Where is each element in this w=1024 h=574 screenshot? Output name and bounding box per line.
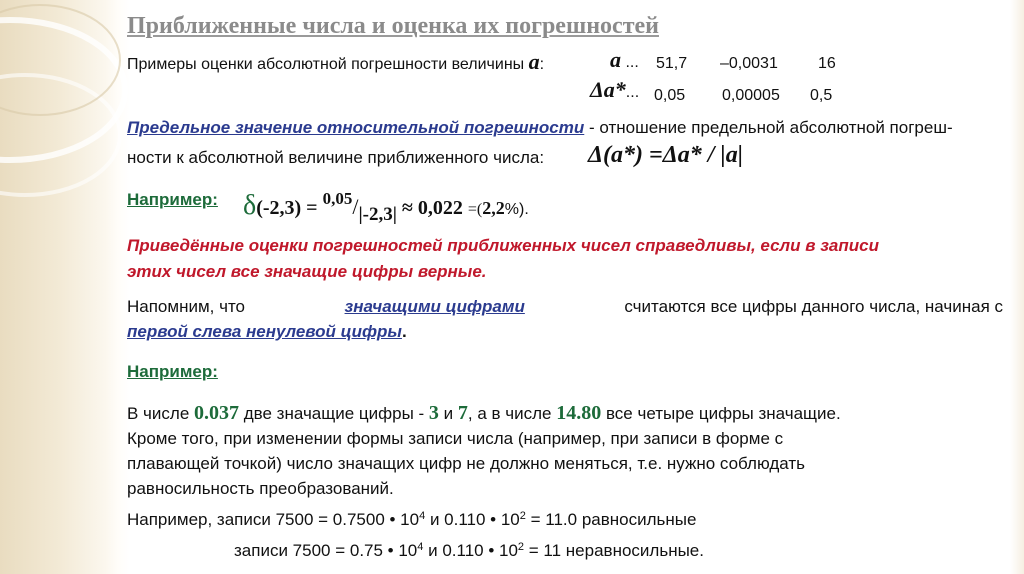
row1-dots: ... [621, 54, 639, 71]
row2-val-1: 0,05 [654, 87, 686, 104]
ex2-digit-7: 7 [457, 402, 468, 424]
page-title: Приближенные числа и оценка их погрешностей [127, 13, 659, 39]
ex2-number-1: 0.037 [194, 402, 240, 424]
reminder-line1 [127, 297, 1003, 317]
row1-sym: а [610, 47, 621, 72]
variable-a: а [528, 49, 540, 74]
row2-sym: Δа* [590, 77, 626, 102]
example2-line2: Кроме того, при изменении формы записи числа (например, при записи в форме с [127, 429, 784, 448]
abs-error-label: Примеры оценки абсолютной погрешности величины [127, 56, 525, 73]
colon: : [539, 56, 545, 73]
example1-label: Например: [127, 190, 218, 209]
definition-term: Предельное значение относительной погрешности [127, 118, 585, 137]
note-line1: Приведённые оценки погрешностей приближенных чисел справедливы, если в записи [127, 236, 879, 255]
ex2-number-2: 14.80 [556, 402, 602, 424]
example1-approx: ≈ 0,022 [396, 197, 468, 219]
example2-line4: равносильность преобразований. [127, 479, 394, 498]
example2-line3: плавающей точкой) число значащих цифр не должно меняться, т.е. нужно соблюдать [127, 454, 805, 473]
example1-formula [243, 181, 529, 233]
example1-pct: 2,2 [482, 198, 505, 218]
note-line2: этих чисел все значащие цифры верные. [127, 262, 487, 281]
example1-slash: / [352, 194, 359, 219]
example2-label: Например: [127, 362, 218, 381]
relative-error-formula: Δ(а*) =Δа* / |а| [588, 142, 743, 168]
row2-val-2: 0,00005 [722, 87, 780, 104]
ex2-digit-3: 3 [428, 402, 439, 424]
ex3-a1: Например, записи 7500 = 0.7500 • 10 [127, 510, 420, 529]
example3-line2 [234, 541, 704, 561]
definition-line1 [127, 118, 953, 138]
ex2-text-b: две значащие цифры - [239, 404, 429, 423]
definition-dash: - [584, 118, 600, 137]
reminder-line2 [127, 322, 407, 342]
row2-dots: ... [625, 84, 640, 101]
ex3-b3: = 11 неравносильные. [524, 541, 704, 560]
ex3-b2: и 0.110 • 10 [423, 541, 518, 560]
delta-symbol: δ [243, 190, 257, 221]
example1-denominator: |-2,3| [358, 204, 397, 225]
first-nonzero-digit-term: первой слева ненулевой цифры [127, 322, 402, 341]
ex3-b1: записи 7500 = 0.75 • 10 [234, 541, 418, 560]
ex3-exp3: 4 [417, 541, 424, 553]
significant-digits-term: значащими цифрами [344, 297, 525, 316]
example1-numerator: 0,05 [322, 189, 353, 208]
ex3-a3: = 11.0 равносильные [525, 510, 697, 529]
row1-val-3: 16 [818, 55, 836, 72]
abs-error-examples-row1 [127, 49, 545, 75]
definition-line2: ности к абсолютной величине приближенного числа: [127, 148, 545, 167]
example1-arg: (-2,3) = [256, 197, 323, 219]
row2-symbol [590, 77, 640, 103]
row1-val-1: 51,7 [656, 55, 688, 72]
ex2-text-e: все четыре цифры значащие. [601, 404, 841, 423]
reminder-start: Напомним, что [127, 297, 246, 316]
ex3-exp4: 2 [517, 541, 525, 553]
definition-text1: отношение предельной абсолютной погреш- [599, 118, 953, 137]
ex3-exp2: 2 [519, 510, 526, 522]
ex3-exp1: 4 [419, 510, 426, 522]
reminder-end: считаются все цифры данного числа, начиная с [624, 297, 1003, 316]
example3-line1 [127, 510, 696, 530]
example2-line1 [127, 402, 841, 425]
example1-pct-close: %). [504, 201, 529, 218]
ex2-text-d: , а в числе [467, 404, 557, 423]
row1-val-2: –0,0031 [720, 55, 778, 72]
ex3-a2: и 0.110 • 10 [425, 510, 520, 529]
ex2-text-c: и [438, 404, 458, 423]
ex2-text-a: В числе [127, 404, 195, 423]
reminder-period: . [401, 322, 407, 341]
row1-symbol [610, 47, 639, 73]
decorative-rings [0, 0, 140, 574]
example1-pct-open: =( [467, 201, 483, 218]
row2-val-3: 0,5 [810, 87, 833, 104]
